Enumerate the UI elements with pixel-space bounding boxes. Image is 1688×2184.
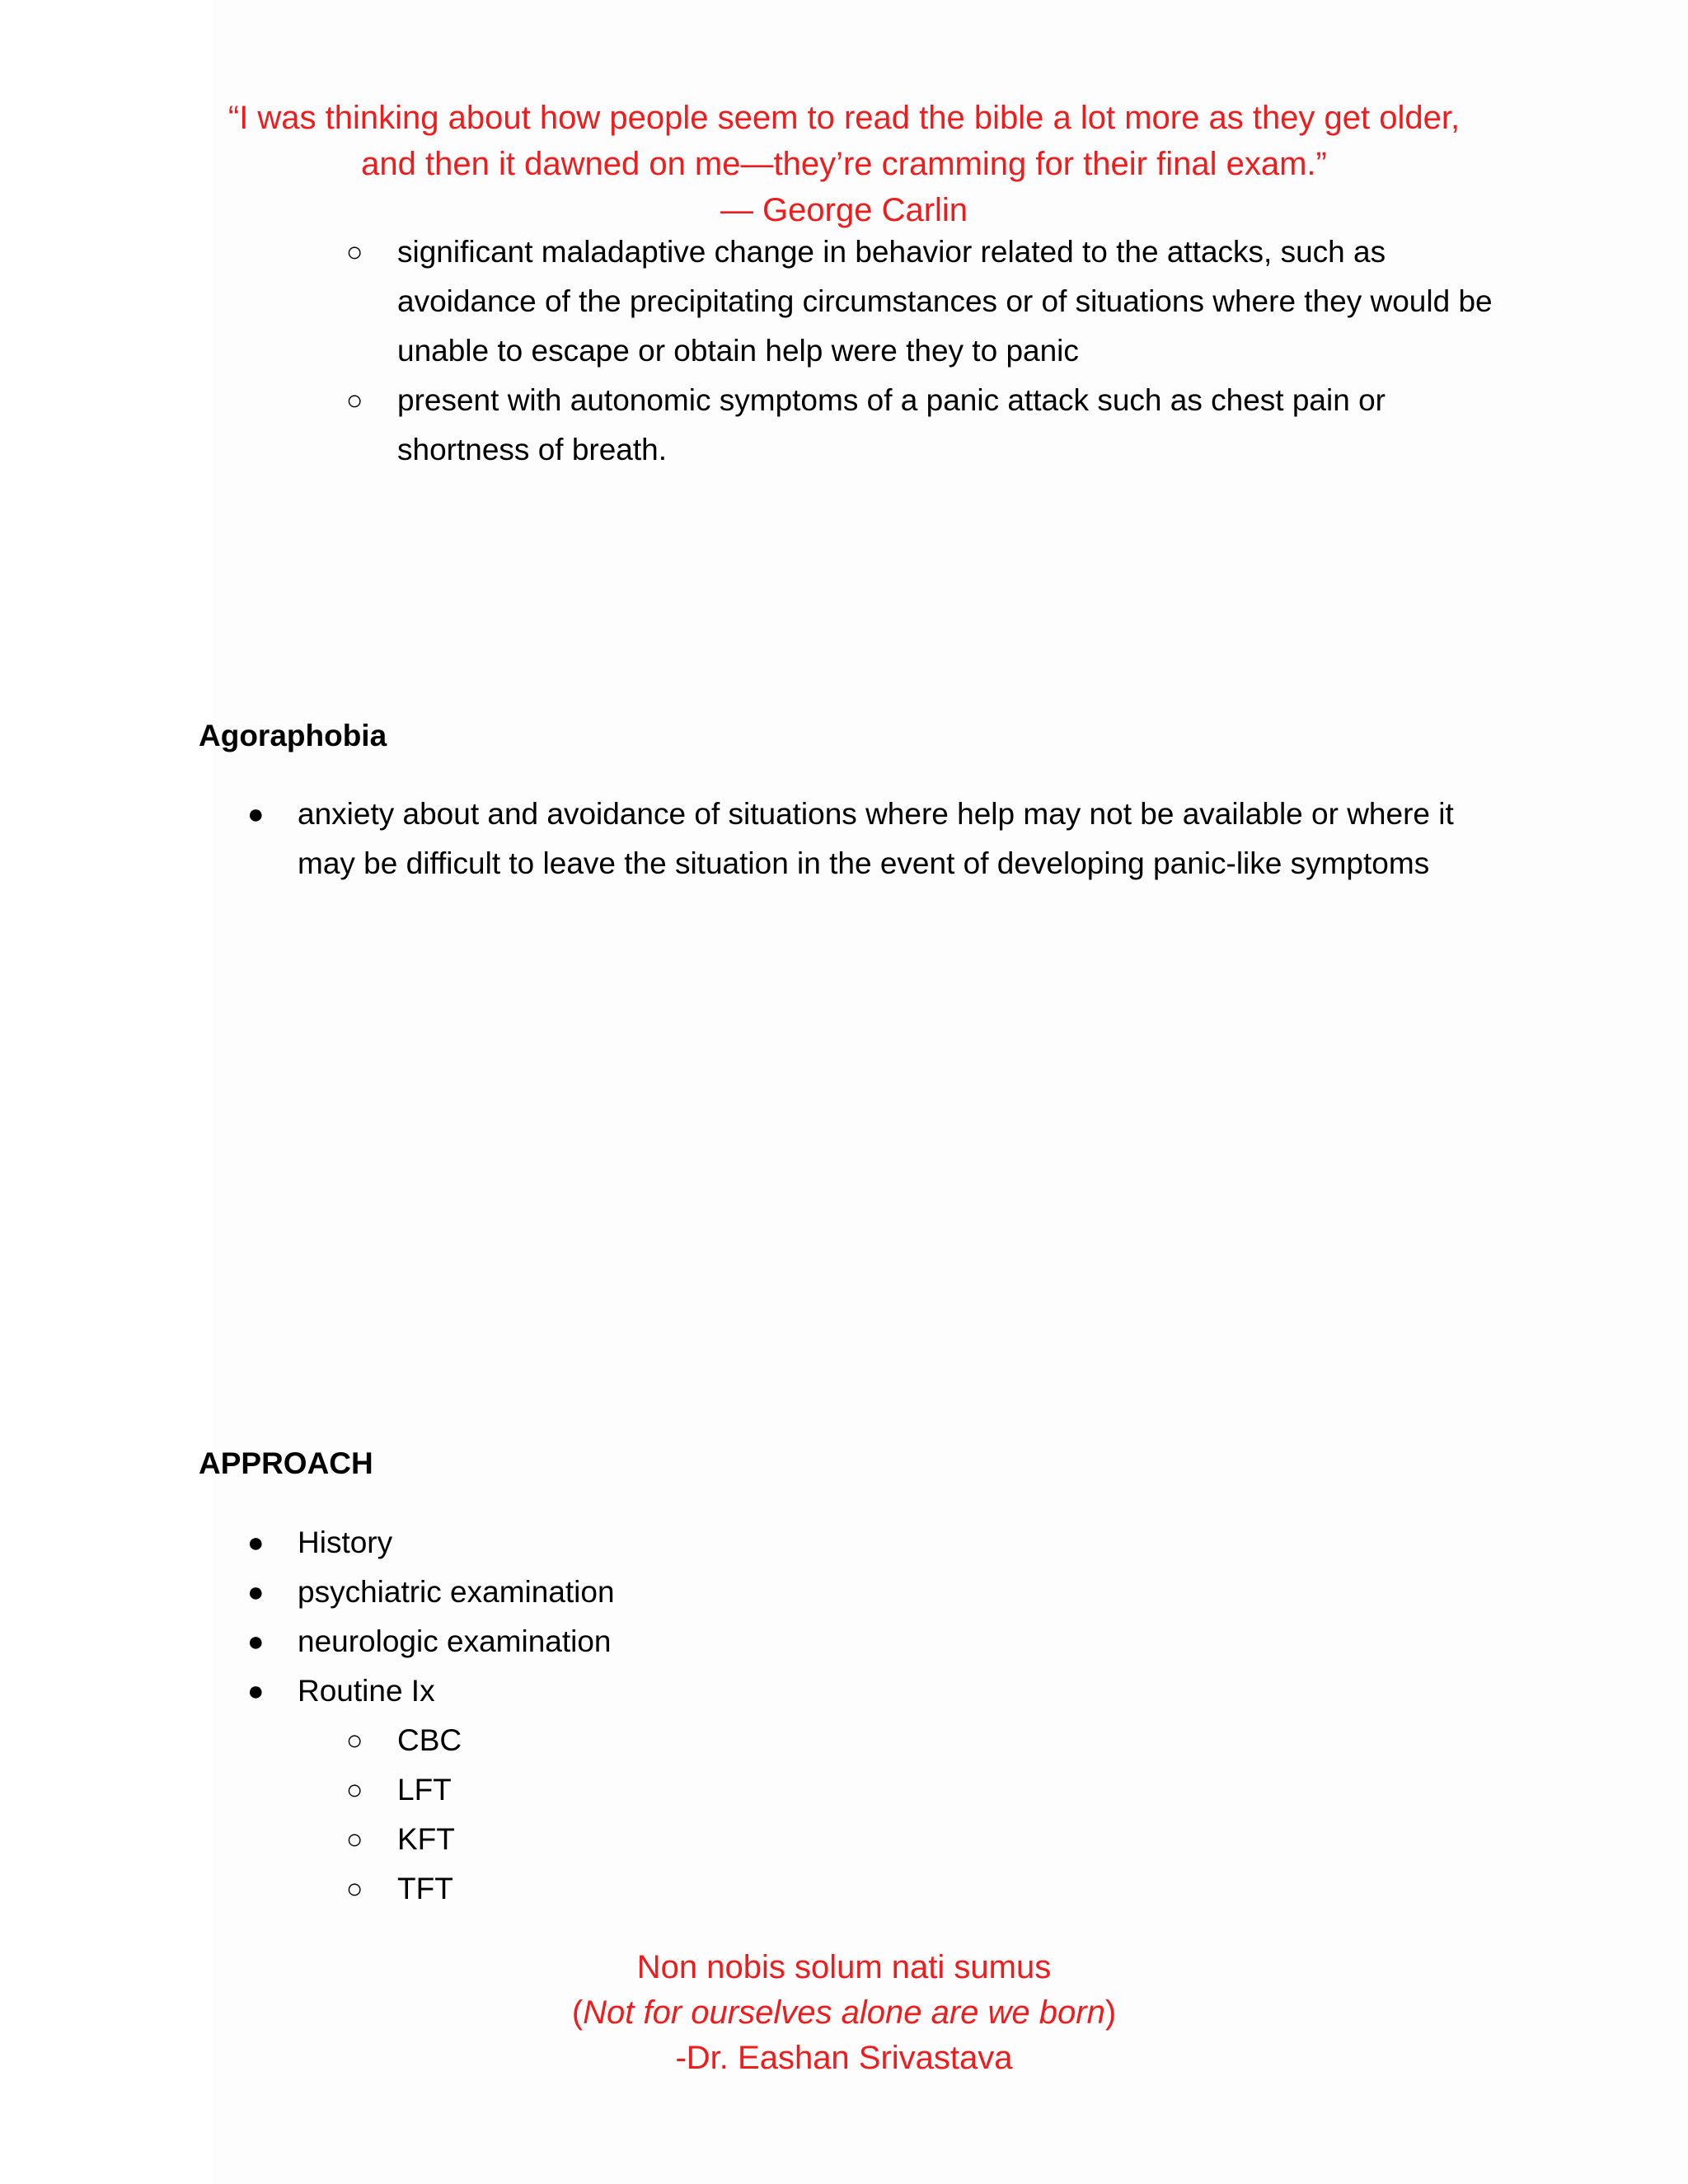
list-item-text: anxiety about and avoidance of situations where help may not be available or where it may be difficult to leave the situation in the event of developing panic-like symptoms — [298, 797, 1454, 880]
list-item — [0, 1765, 1688, 1815]
list-item — [0, 1617, 1688, 1666]
hollow-bullet-icon: ○ — [346, 1725, 363, 1756]
bottom-quote-translation-line — [0, 1990, 1688, 2036]
list-item — [0, 790, 1688, 888]
approach-list — [0, 1518, 1688, 1716]
top-quote — [0, 95, 1688, 233]
panic-criteria-list — [0, 227, 1688, 475]
list-item — [0, 1815, 1688, 1864]
list-item-text: psychiatric examination — [298, 1575, 615, 1609]
bottom-quote-attribution: -Dr. Eashan Srivastava — [675, 2040, 1013, 2076]
agoraphobia-heading: Agoraphobia — [199, 719, 387, 752]
open-paren: ( — [571, 1994, 584, 2031]
list-item-text: neurologic examination — [298, 1624, 612, 1658]
approach-heading: APPROACH — [199, 1446, 373, 1480]
filled-bullet-icon: ● — [247, 1626, 265, 1657]
list-item — [0, 1666, 1688, 1716]
filled-bullet-icon: ● — [247, 1527, 265, 1558]
top-quote-line-2: and then it dawned on me—they’re cramming for their final exam.” — [361, 146, 1327, 182]
list-item-text: LFT — [397, 1773, 452, 1807]
list-item-text: CBC — [397, 1723, 462, 1757]
hollow-bullet-icon: ○ — [346, 1774, 363, 1806]
filled-bullet-icon: ● — [247, 1675, 265, 1707]
list-item — [0, 376, 1688, 475]
hollow-bullet-icon: ○ — [346, 237, 363, 268]
agoraphobia-list — [0, 790, 1688, 888]
filled-bullet-icon: ● — [247, 1577, 265, 1608]
list-item — [0, 1568, 1688, 1617]
list-item-text: TFT — [397, 1872, 453, 1905]
close-paren: ) — [1104, 1994, 1117, 2031]
list-item-text: present with autonomic symptoms of a panic attack such as chest pain or shortness of breath. — [397, 383, 1386, 466]
list-item — [0, 1716, 1688, 1765]
hollow-bullet-icon: ○ — [346, 385, 363, 416]
list-item — [0, 227, 1688, 376]
filled-bullet-icon: ● — [247, 799, 265, 830]
list-item-text: KFT — [397, 1822, 455, 1856]
list-item-text: significant maladaptive change in behavior related to the attacks, such as avoidance of the precipitating circumstances or of situations where they would be unable to escape or obtain help were they to panic — [397, 235, 1493, 368]
list-item — [0, 1864, 1688, 1914]
hollow-bullet-icon: ○ — [346, 1824, 363, 1855]
top-quote-attribution: — George Carlin — [720, 192, 968, 228]
routine-ix-list — [0, 1716, 1688, 1914]
list-item-text: Routine Ix — [298, 1674, 435, 1708]
hollow-bullet-icon: ○ — [346, 1873, 363, 1905]
list-item — [0, 1518, 1688, 1568]
bottom-quote-latin: Non nobis solum nati sumus — [636, 1949, 1052, 1985]
bottom-quote — [0, 1945, 1688, 2081]
bottom-quote-translation: Not for ourselves alone are we born — [583, 1994, 1105, 2031]
list-item-text: History — [298, 1526, 393, 1559]
top-quote-line-1: “I was thinking about how people seem to read the bible a lot more as they get older, — [227, 100, 1461, 136]
